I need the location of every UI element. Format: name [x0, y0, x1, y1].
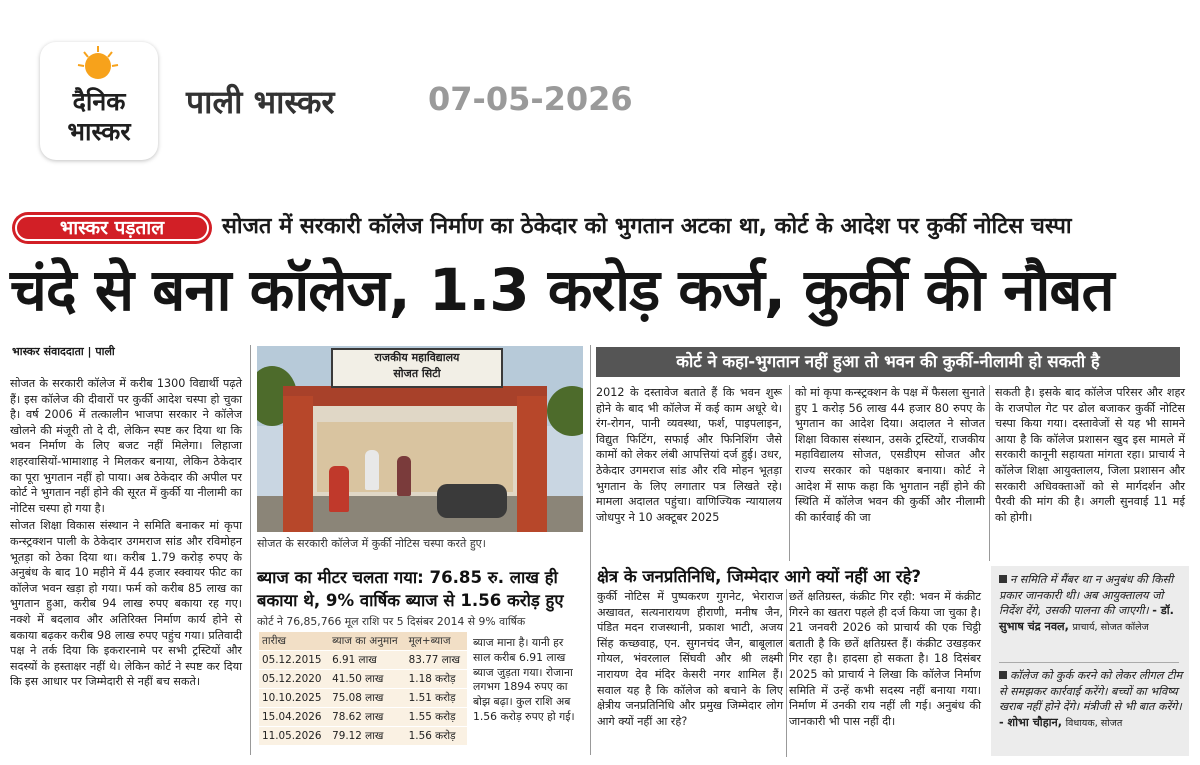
- table-cell: 1.18 करोड़: [406, 670, 467, 689]
- representatives-subheading: क्षेत्र के जनप्रतिनिधि, जिम्मेदार आगे क्यों नहीं आ रहे?: [597, 567, 922, 586]
- interest-headline: ब्याज का मीटर चलता गया: 76.85 रु. लाख ही बकाया थे, 9% वार्षिक ब्याज से 1.56 करोड़ हुए: [257, 568, 564, 610]
- quote-author: - डॉ. सुभाष चंद्र नवल,: [999, 604, 1174, 633]
- logo-text-line2: भास्कर: [67, 117, 131, 146]
- table-cell: 41.50 लाख: [329, 670, 406, 689]
- quote-box: [991, 566, 1189, 756]
- table-header: ब्याज का अनुमान: [329, 632, 406, 651]
- table-cell: 11.05.2026: [259, 727, 329, 746]
- table-header: तारीख: [259, 632, 329, 651]
- column-divider: [590, 345, 591, 755]
- body-column-5: सकती है। इसके बाद कॉलेज परिसर और शहर के राजपोल गेट पर ढोल बजाकर कुर्की नोटिस चस्पा किया गया। दस्तावेजों से यह भी सामने आया है कि कॉलेज प्रशासन खुद इस मामले में सरकारी कानूनी सहायता मांगता रहा। प्राचार्य ने कॉलेज शिक्षा आयुक्तालय, जिला प्रशासन और सरकारी अधिवक्ताओं को से मार्गदर्शन और पैरवी की मांग की है। अगली सुनवाई 11 मई को होगी।: [995, 386, 1185, 524]
- section-tag-label: भास्कर पड़ताल: [59, 217, 165, 239]
- edition-date: 07-05-2026: [428, 80, 633, 118]
- quote-bullet-icon: [999, 671, 1007, 679]
- quote-mla: [999, 668, 1183, 731]
- table-cell: 10.10.2025: [259, 689, 329, 708]
- table-cell: 1.51 करोड़: [406, 689, 467, 708]
- table-cell: 6.91 लाख: [329, 651, 406, 670]
- dainik-bhaskar-logo[interactable]: [40, 42, 158, 160]
- interest-table: [259, 632, 467, 745]
- table-cell: 79.12 लाख: [329, 727, 406, 746]
- table-row: [259, 670, 467, 689]
- body-column-4: को मां कृपा कन्स्ट्रक्शन के पक्ष में फैसला सुनाते हुए 1 करोड़ 56 लाख 44 हजार 80 रुपए के भुगतान का आदेश दिया। अदालत ने सोजत शिक्षा विकास संस्थान, उसके ट्रस्टियों, राजकीय महाविद्यालय सोजत, एसडीएम सोजत और राज्य सरकार को पक्षकार बनाया। कोर्ट ने आदेश में साफ कहा कि भुगतान नहीं होने की स्थिति में कॉलेज भवन की कुर्की और नीलामी की कार्रवाई की जा: [795, 386, 985, 524]
- logo-text-line1: दैनिक: [72, 87, 126, 116]
- table-cell: 15.04.2026: [259, 708, 329, 727]
- table-cell: 1.55 करोड़: [406, 708, 467, 727]
- quote-text: न समिति में मैंबर था न अनुबंध की किसी प्रकार जानकारी थी। अब आयुक्तालय जो निर्देश देंगे, उसकी पालना की जाएगी।: [999, 573, 1174, 618]
- table-cell: 75.08 लाख: [329, 689, 406, 708]
- interest-subtext: कोर्ट ने 76,85,766 मूल राशि पर 5 दिसंबर 2014 से 9% वार्षिक: [257, 615, 526, 628]
- quote-text: कॉलेज को कुर्क करने को लेकर लीगल टीम से समझकर कार्रवाई करेंगे। बच्चों का भविष्य खराब नहीं होने देंगे। मंत्रीजी से भी बात करेंगे।: [999, 669, 1183, 714]
- paragraph: सोजत के सरकारी कॉलेज में करीब 1300 विद्यार्थी पढ़ते हैं। इस कॉलेज की दीवारों पर कुर्की आदेश चस्पा हो चुका है। वर्ष 2006 में तत्कालीन भाजपा सरकार ने कॉलेज खोलने की मंजूरी तो दे दी, लेकिन स्पष्ट कर दिया था कि भवन निर्माण के लिए बजट नहीं मिलेगा। लिहाजा शहरवासियों-भामाशाह ने मिलकर बनाया, लेकिन ठेकेदार का पूरा भुगतान नहीं हो पाया। अब ठेकेदार की अपील पर कोर्ट ने भुगतान नहीं होने की सूरत में कुर्की या नीलामी का नोटिस चस्पा हो गया है।: [10, 377, 242, 515]
- column-divider: [989, 385, 990, 561]
- quote-role: प्राचार्य, सोजत कॉलेज: [1072, 621, 1149, 633]
- column-divider: [789, 385, 790, 561]
- court-subheading: कोर्ट ने कहा-भुगतान नहीं हुआ तो भवन की कुर्की-नीलामी हो सकती है: [596, 347, 1180, 377]
- quote-role: विधायक, सोजत: [1065, 717, 1123, 729]
- body-column-7: छतें क्षतिग्रस्त, कंक्रीट गिर रही: भवन में कंक्रीट गिरने का खतरा पहले ही दर्ज किया जा चुका है। 21 जनवरी 2026 को प्राचार्य की एक चिट्ठी बताती है कि छतें क्षतिग्रस्त हैं। कंक्रीट उखड़कर गिर रहा है। हादसा हो सकता है। 18 दिसंबर 2025 को प्राचार्य ने लिखा कि कॉलेज निर्माण समिति में उन्हें कभी सदस्य नहीं बनाया गया। निर्माण में उनकी राय नहीं ली गई। अनुबंध की जानकारी भी पास नहीं दी।: [789, 590, 981, 728]
- main-headline: चंदे से बना कॉलेज, 1.3 करोड़ कर्ज, कुर्की की नौबत: [10, 256, 1114, 324]
- paragraph: सोजत शिक्षा विकास संस्थान ने समिति बनाकर मां कृपा कन्स्ट्रक्शन पाली के ठेकेदार उगमराज सांड और रविमोहन भूतड़ा को ठेका दिया था। करीब 1.79 करोड़ रुपए के अनुबंध के बाद 10 महीने में 44 हजार स्क्वायर फीट का कॉलेज भवन खड़ा हो गया। फर्म को करीब 85 लाख का भुगतान हुआ, करीब 94 लाख रुपए बकाया रह गए। नक्शे में बदलाव और अतिरिक्त निर्माण कार्य होने से बकाया बढ़कर करीब 98 लाख रुपए पहुंच गया। प्रतिवादी पक्ष ने तर्क दिया कि इकरारनामे पर सभी ट्रस्टियों और सदस्यों के हस्ताक्षर नहीं थे। लेकिन कोर्ट ने स्पष्ट कर दिया कि इस आधार पर जिम्मेदारी से नहीं बच सकते।: [10, 519, 242, 689]
- table-row: [259, 708, 467, 727]
- body-column-6: कुर्की नोटिस में पुष्पकरण गुगनेट, भेराराज अखावत, सत्यनारायण हीराणी, मनीष जैन, पंडित मदन राजस्थानी, प्रकाश भाटी, अजय सिंह कच्छवाह, एन. सुगनचंद जैन, बाबूलाल गोयल, भंवरलाल सिंघवी और श्री लक्ष्मी नारायण देव मंदिर केसरी नगर शामिल हैं। सवाल यह है कि कॉलेज को बचाने के लिए क्षेत्रीय जनप्रतिनिधि और प्रमुख जिम्मेदार लोग आगे क्यों नहीं आ रहे?: [597, 590, 783, 728]
- column-divider: [250, 345, 251, 755]
- photo-caption: सोजत के सरकारी कॉलेज में कुर्की नोटिस चस्पा करते हुए।: [257, 537, 486, 550]
- quote-author: - शोभा चौहान,: [999, 715, 1062, 729]
- interest-side-text: ब्याज माना है। यानी हर साल करीब 6.91 लाख ब्याज जुड़ता गया। रोजाना लगभग 1894 रुपए का बोझ बढ़ा। कुल राशि अब 1.56 करोड़ रुपए हो गई।: [473, 636, 575, 723]
- signboard-line1: राजकीय महाविद्यालय: [374, 351, 460, 364]
- sun-disc: [85, 53, 111, 79]
- table-row: [259, 727, 467, 746]
- column-divider: [786, 589, 787, 757]
- body-column-3: 2012 के दस्तावेज बताते हैं कि भवन शुरू होने के बाद भी कॉलेज में कई काम अधूरे थे। रंग-रोगन, पानी व्यवस्था, फर्श, पाइपलाइन, विद्युत फिटिंग, सफाई और फिनिशिंग जैसे कामों को लेकर लंबी आपत्तियां दर्ज हुई। उधर, ठेकेदार उगमराज सांड और रवि मोहन भूतड़ा भुगतान के लिए लगातार पत्र लिखते रहे। मामला अदालत पहुंचा। वाणिज्यिक न्यायालय जोधपुर ने 10 अक्टूबर 2025: [596, 386, 782, 524]
- quote-bullet-icon: [999, 575, 1007, 583]
- table-cell: 83.77 लाख: [406, 651, 467, 670]
- college-gate-photo: [257, 346, 583, 532]
- signboard-line2: सोजत सिटी: [393, 367, 441, 380]
- table-row: [259, 689, 467, 708]
- section-tag: [12, 212, 212, 244]
- edition-name: पाली भास्कर: [186, 83, 335, 121]
- byline: भास्कर संवाददाता | पाली: [12, 345, 115, 358]
- quote-principal: [999, 572, 1183, 635]
- table-cell: 05.12.2020: [259, 670, 329, 689]
- table-header: मूल+ब्याज: [406, 632, 467, 651]
- deck-headline: सोजत में सरकारी कॉलेज निर्माण का ठेकेदार को भुगतान अटका था, कोर्ट के आदेश पर कुर्की नोटिस चस्पा: [222, 214, 1072, 239]
- table-cell: 78.62 लाख: [329, 708, 406, 727]
- quote-divider: [999, 662, 1179, 663]
- photo-signboard: [331, 348, 503, 388]
- body-column-1: [10, 376, 242, 692]
- table-row: [259, 651, 467, 670]
- table-cell: 1.56 करोड़: [406, 727, 467, 746]
- table-cell: 05.12.2015: [259, 651, 329, 670]
